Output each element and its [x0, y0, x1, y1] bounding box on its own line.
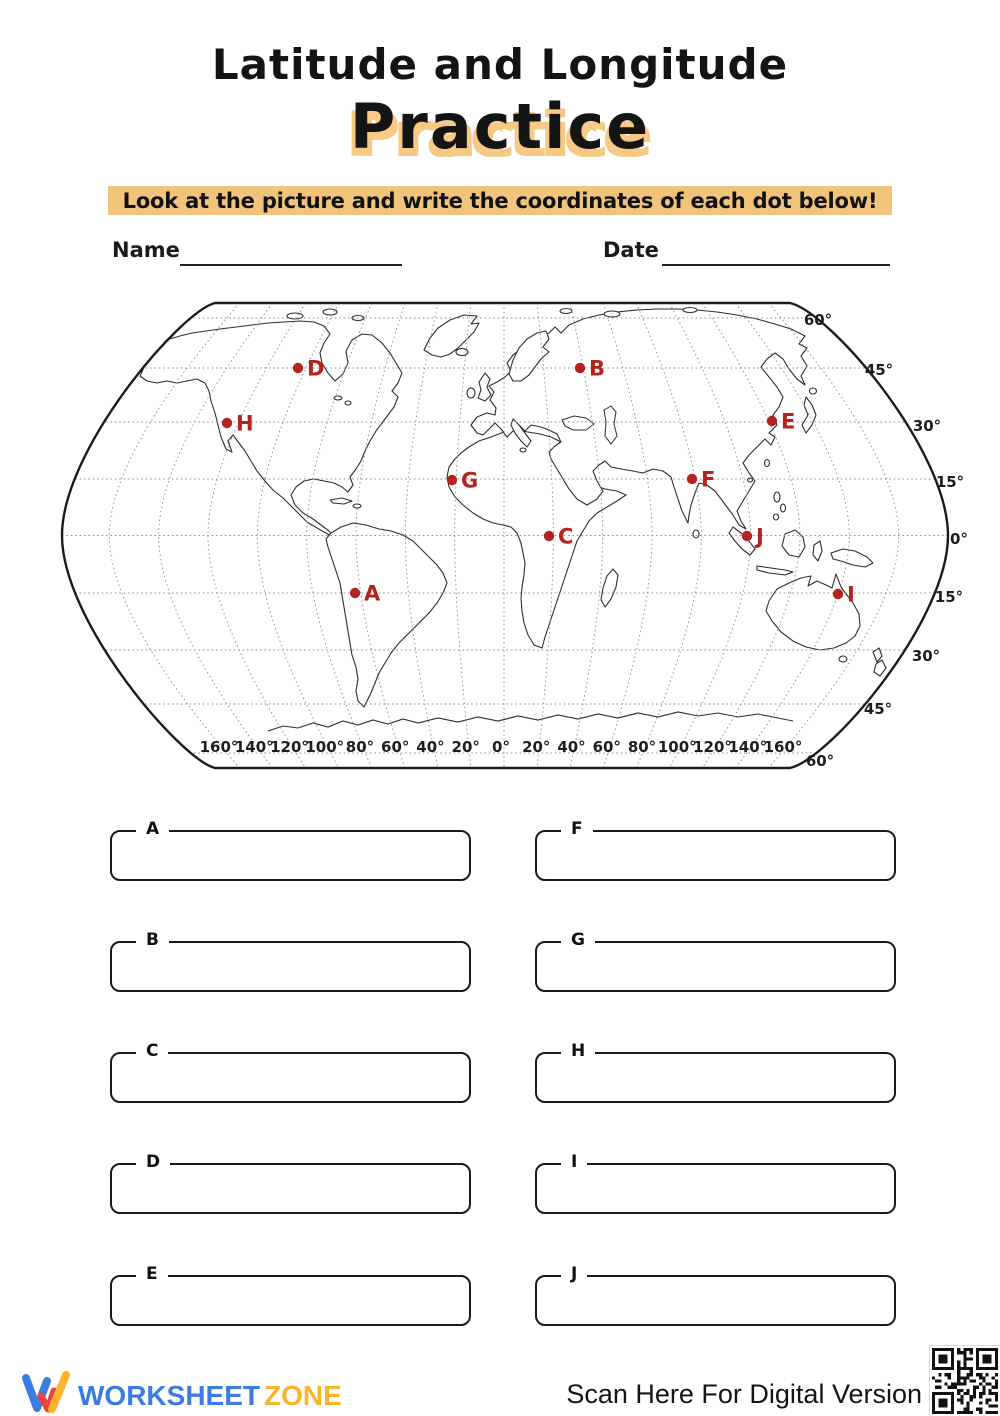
answer-box-h[interactable] [535, 1041, 896, 1103]
map-dot-label-d: D [307, 356, 325, 381]
map-dot-j [742, 531, 752, 541]
answer-box-f[interactable] [535, 819, 896, 881]
latitude-label: 60° [805, 752, 835, 770]
map-dot-f [687, 474, 697, 484]
answer-box-letter: H [561, 1041, 595, 1061]
brand-w-icon [26, 1375, 66, 1409]
map-dot-label-f: F [701, 467, 716, 492]
map-dot-b [575, 363, 585, 373]
latitude-label: 15° [935, 473, 965, 491]
page-subtitle: Practice [349, 90, 651, 163]
longitude-label: 80° [345, 738, 375, 756]
answer-box-letter: D [136, 1152, 170, 1172]
answer-box-a[interactable] [110, 819, 471, 881]
map-dot-i [833, 589, 843, 599]
answer-box-c[interactable] [110, 1041, 471, 1103]
instruction-text: Look at the picture and write the coordinates of each dot below! [122, 188, 878, 213]
latitude-label: 45° [863, 700, 893, 718]
longitude-label: 40° [557, 738, 586, 756]
latitude-label: 30° [911, 647, 941, 665]
map-dot-d [293, 363, 303, 373]
longitude-label: 120° [270, 738, 309, 756]
latitude-label: 45° [864, 361, 894, 379]
map-dot-e [767, 416, 777, 426]
brand-wordmark: WORKSHEET ZONE [78, 1380, 342, 1411]
answer-box-letter: G [561, 930, 595, 950]
map-dot-label-e: E [781, 409, 796, 434]
longitude-label: 140° [234, 738, 274, 756]
answer-box-d[interactable] [110, 1152, 471, 1214]
longitude-label: 20° [451, 738, 480, 756]
answer-box-b[interactable] [110, 930, 471, 992]
map-dot-h [222, 418, 232, 428]
longitude-label: 160° [199, 738, 239, 756]
instruction-banner [108, 186, 892, 215]
map-dot-label-a: A [364, 581, 381, 606]
map-dot-label-j: J [756, 524, 764, 549]
map-dot-g [447, 475, 457, 485]
map-dot-label-h: H [236, 411, 254, 436]
map-dot-label-i: I [847, 582, 855, 607]
answer-box-letter: I [561, 1152, 587, 1172]
latitude-label: 30° [912, 417, 942, 435]
latitude-label: 0° [950, 530, 968, 548]
scan-here-text: Scan Here For Digital Version [566, 1379, 922, 1409]
map-dot-c [544, 531, 554, 541]
longitude-label: 60° [592, 738, 621, 756]
qr-code [929, 1345, 1000, 1416]
date-input-line[interactable] [662, 264, 890, 266]
map-dot-label-b: B [589, 356, 606, 381]
latitude-label: 60° [803, 311, 833, 329]
map-dot-a [350, 588, 360, 598]
answer-box-letter: C [136, 1041, 168, 1061]
map-dot-label-c: C [558, 524, 574, 549]
longitude-label: 100° [305, 738, 345, 756]
longitude-label: 0° [492, 738, 510, 756]
worksheetzone-logo [20, 1368, 420, 1416]
longitude-label: 60° [381, 738, 410, 756]
name-input-line[interactable] [180, 264, 402, 266]
page-title: Latitude and Longitude [211, 40, 789, 89]
longitude-label: 160° [763, 738, 803, 756]
answer-box-g[interactable] [535, 930, 896, 992]
name-label: Name [112, 238, 180, 262]
answer-box-e[interactable] [110, 1264, 471, 1326]
answer-box-letter: B [136, 930, 169, 950]
date-label: Date [603, 238, 659, 262]
longitude-label: 20° [522, 738, 551, 756]
longitude-label: 40° [416, 738, 445, 756]
longitude-label: 140° [728, 738, 768, 756]
latitude-label: 15° [934, 588, 964, 606]
answer-box-letter: F [561, 819, 593, 839]
answer-box-letter: E [136, 1264, 168, 1284]
longitude-label: 80° [627, 738, 657, 756]
answer-box-letter: A [136, 819, 169, 839]
answer-box-letter: J [561, 1264, 587, 1284]
answer-box-j[interactable] [535, 1264, 896, 1326]
continents [140, 308, 886, 732]
map-dot-label-g: G [461, 468, 479, 493]
answer-box-i[interactable] [535, 1152, 896, 1214]
longitude-label: 100° [657, 738, 697, 756]
world-map [50, 293, 970, 778]
longitude-label: 120° [693, 738, 732, 756]
